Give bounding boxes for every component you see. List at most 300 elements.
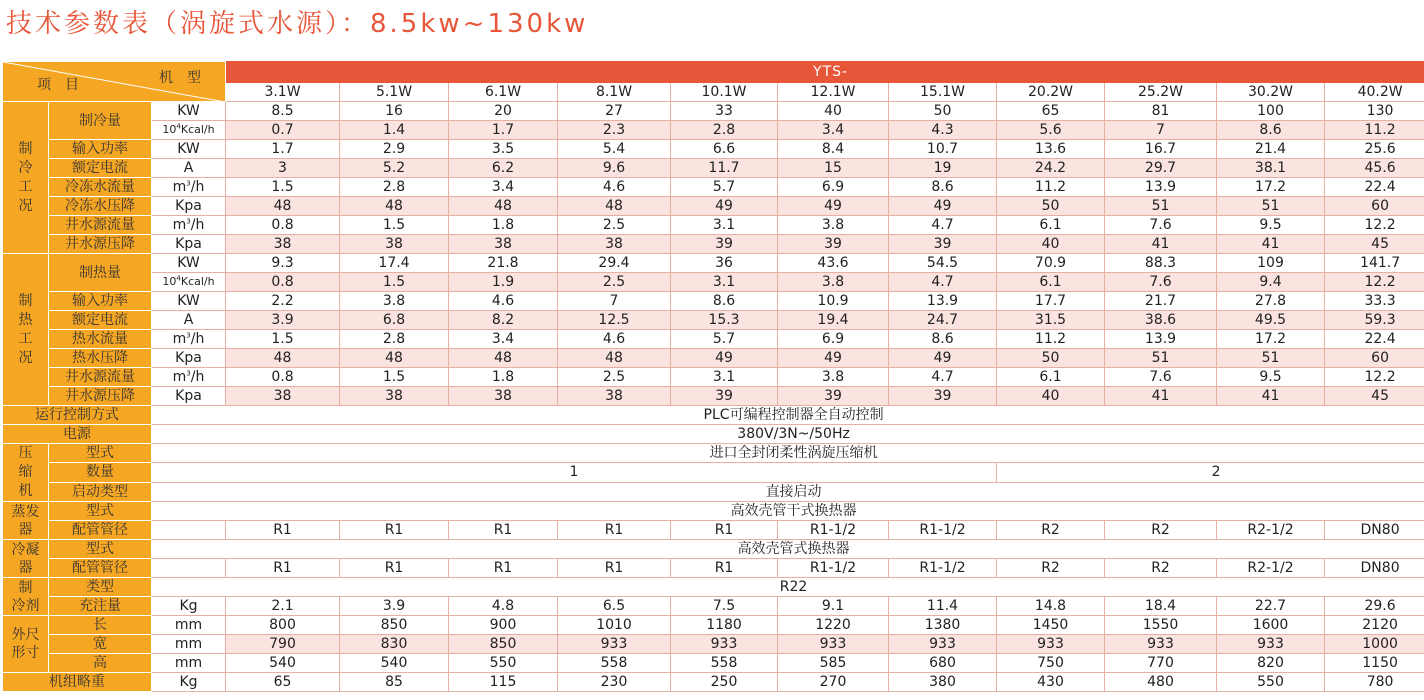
unit-cell: Kg <box>152 597 226 616</box>
value-cell: 16 <box>340 102 449 121</box>
value-cell: 24.2 <box>997 159 1105 178</box>
value-cell: 12.2 <box>1325 273 1424 292</box>
row-label: 配管管径 <box>49 559 152 578</box>
value-cell: 65 <box>997 102 1105 121</box>
value-cell: 41 <box>1105 235 1217 254</box>
value-cell: 49 <box>778 349 889 368</box>
value-cell: 933 <box>778 635 889 654</box>
value-cell: 17.2 <box>1217 330 1325 349</box>
unit-cell: Kg <box>152 673 226 692</box>
corner-top-label: 机 型 <box>159 70 202 86</box>
value-cell: 7 <box>1105 121 1217 140</box>
value-cell: 1150 <box>1325 654 1424 673</box>
value-cell: R1 <box>671 559 778 578</box>
model-header: 10.1W <box>671 83 778 102</box>
value-cell: 51 <box>1217 349 1325 368</box>
value-cell: 38 <box>449 235 558 254</box>
value-span: 380V/3N~/50Hz <box>152 425 1424 444</box>
row-label: 额定电流 <box>49 311 152 330</box>
value-span: 进口全封闭柔性涡旋压缩机 <box>152 444 1424 463</box>
value-cell: 50 <box>997 349 1105 368</box>
table-row <box>3 216 1424 235</box>
value-cell: 48 <box>226 349 340 368</box>
model-header: 25.2W <box>1105 83 1217 102</box>
value-cell: 38 <box>558 387 671 406</box>
value-cell: 4.7 <box>889 273 997 292</box>
value-cell: 480 <box>1105 673 1217 692</box>
value-cell: 4.6 <box>558 178 671 197</box>
value-cell: 7.6 <box>1105 216 1217 235</box>
unit-cell: KW <box>152 102 226 121</box>
value-cell: 3.8 <box>340 292 449 311</box>
value-cell: 11.2 <box>997 330 1105 349</box>
value-cell: 6.9 <box>778 330 889 349</box>
value-cell: 540 <box>340 654 449 673</box>
row-label: 机组略重 <box>3 673 152 692</box>
value-cell: 5.7 <box>671 330 778 349</box>
row-label: 输入功率 <box>49 292 152 311</box>
value-cell: 39 <box>889 387 997 406</box>
value-cell: 750 <box>997 654 1105 673</box>
value-cell: 1550 <box>1105 616 1217 635</box>
value-cell: 11.2 <box>997 178 1105 197</box>
value-cell: 51 <box>1105 349 1217 368</box>
value-span: PLC可编程控制器全自动控制 <box>152 406 1424 425</box>
value-cell: 270 <box>778 673 889 692</box>
value-cell: R1 <box>340 559 449 578</box>
value-cell: 6.8 <box>340 311 449 330</box>
value-cell: 38 <box>558 235 671 254</box>
value-span: R22 <box>152 578 1424 597</box>
value-cell: 2.8 <box>340 178 449 197</box>
value-cell: 933 <box>671 635 778 654</box>
value-cell: R1-1/2 <box>778 559 889 578</box>
value-cell: 3 <box>226 159 340 178</box>
table-row <box>3 387 1424 406</box>
value-cell: 21.7 <box>1105 292 1217 311</box>
unit-cell: $m^3/h$ <box>152 330 226 349</box>
value-cell: 230 <box>558 673 671 692</box>
value-cell: 100 <box>1217 102 1325 121</box>
value-cell: 4.8 <box>449 597 558 616</box>
row-label: 额定电流 <box>49 159 152 178</box>
row-label: 高 <box>49 654 152 673</box>
table-row <box>3 654 1424 673</box>
value-cell: 45.6 <box>1325 159 1424 178</box>
value-cell: 933 <box>997 635 1105 654</box>
value-cell: 1.7 <box>226 140 340 159</box>
value-cell: R1-1/2 <box>889 559 997 578</box>
value-cell: 6.1 <box>997 273 1105 292</box>
value-cell: 141.7 <box>1325 254 1424 273</box>
model-header: 30.2W <box>1217 83 1325 102</box>
row-label: 配管管径 <box>49 521 152 540</box>
value-cell: 6.1 <box>997 368 1105 387</box>
row-label: 井水源流量 <box>49 368 152 387</box>
value-cell: 8.6 <box>1217 121 1325 140</box>
value-cell: 81 <box>1105 102 1217 121</box>
value-cell: 1.8 <box>449 368 558 387</box>
value-cell: 31.5 <box>997 311 1105 330</box>
value-cell: 9.4 <box>1217 273 1325 292</box>
value-cell: 36 <box>671 254 778 273</box>
table-row <box>3 311 1424 330</box>
value-cell: 4.7 <box>889 368 997 387</box>
value-cell: 0.7 <box>226 121 340 140</box>
row-label: 类型 <box>49 578 152 597</box>
value-cell: 2.3 <box>558 121 671 140</box>
unit-cell: Kpa <box>152 235 226 254</box>
value-cell: 50 <box>889 102 997 121</box>
value-cell: 48 <box>226 197 340 216</box>
value-cell: 48 <box>558 197 671 216</box>
table-row <box>3 425 1424 444</box>
value-cell: 49 <box>671 349 778 368</box>
value-cell: 48 <box>558 349 671 368</box>
value-cell: 1600 <box>1217 616 1325 635</box>
value-cell: 22.4 <box>1325 178 1424 197</box>
value-cell: 18.4 <box>1105 597 1217 616</box>
value-cell: 48 <box>340 349 449 368</box>
value-cell: 17.7 <box>997 292 1105 311</box>
value-cell: 2.5 <box>558 273 671 292</box>
value-cell: 780 <box>1325 673 1424 692</box>
value-cell: 850 <box>449 635 558 654</box>
value-cell: 41 <box>1217 387 1325 406</box>
value-cell: 8.2 <box>449 311 558 330</box>
value-cell: R2-1/2 <box>1217 521 1325 540</box>
value-cell: 38 <box>226 235 340 254</box>
value-span: 2 <box>997 463 1424 482</box>
row-label: 数量 <box>49 463 152 482</box>
value-cell: 3.8 <box>778 368 889 387</box>
value-cell: 8.5 <box>226 102 340 121</box>
unit-cell: mm <box>152 654 226 673</box>
table-row <box>3 159 1424 178</box>
value-cell: 0.8 <box>226 368 340 387</box>
value-cell: 29.4 <box>558 254 671 273</box>
value-cell: 17.4 <box>340 254 449 273</box>
value-cell: 38.6 <box>1105 311 1217 330</box>
value-cell: 7.5 <box>671 597 778 616</box>
value-cell: 1.8 <box>449 216 558 235</box>
value-cell: 1000 <box>1325 635 1424 654</box>
value-cell: R2-1/2 <box>1217 559 1325 578</box>
value-cell: 41 <box>1217 235 1325 254</box>
value-cell: 15.3 <box>671 311 778 330</box>
value-cell: 11.4 <box>889 597 997 616</box>
group-compressor: 压 缩 机 <box>3 444 49 502</box>
value-cell: 40 <box>778 102 889 121</box>
table-row <box>3 235 1424 254</box>
value-cell: R1 <box>558 521 671 540</box>
value-cell: 21.4 <box>1217 140 1325 159</box>
value-cell: 2.9 <box>340 140 449 159</box>
group-refrigerant: 制 冷剂 <box>3 578 49 616</box>
value-cell: 933 <box>558 635 671 654</box>
value-cell: 12.2 <box>1325 216 1424 235</box>
value-span: 高效壳管式换热器 <box>152 540 1424 559</box>
value-cell: 5.4 <box>558 140 671 159</box>
value-cell: 3.8 <box>778 216 889 235</box>
row-label: 运行控制方式 <box>3 406 152 425</box>
series-banner: YTS- <box>226 62 1424 83</box>
value-span: 1 <box>152 463 997 482</box>
value-cell: 4.7 <box>889 216 997 235</box>
value-cell: 60 <box>1325 197 1424 216</box>
table-row <box>3 444 1424 463</box>
value-cell: 3.9 <box>226 311 340 330</box>
value-cell: 38 <box>340 387 449 406</box>
value-cell: 6.5 <box>558 597 671 616</box>
value-cell: 250 <box>671 673 778 692</box>
unit-cell: KW <box>152 254 226 273</box>
value-cell: 3.4 <box>778 121 889 140</box>
value-cell: 8.4 <box>778 140 889 159</box>
value-cell: 3.4 <box>449 178 558 197</box>
value-cell: 5.2 <box>340 159 449 178</box>
value-cell: 0.8 <box>226 273 340 292</box>
value-cell: 3.4 <box>449 330 558 349</box>
value-cell: 1180 <box>671 616 778 635</box>
value-cell: R1 <box>226 559 340 578</box>
value-cell: 550 <box>449 654 558 673</box>
table-row <box>3 635 1424 654</box>
value-cell: 115 <box>449 673 558 692</box>
value-cell: 6.9 <box>778 178 889 197</box>
row-label: 型式 <box>49 540 152 559</box>
value-cell: 29.6 <box>1325 597 1424 616</box>
value-cell: 43.6 <box>778 254 889 273</box>
table-row <box>3 292 1424 311</box>
model-header: 8.1W <box>558 83 671 102</box>
value-cell: 1.9 <box>449 273 558 292</box>
value-cell: 25.6 <box>1325 140 1424 159</box>
value-cell: 13.6 <box>997 140 1105 159</box>
value-cell: 19 <box>889 159 997 178</box>
unit-cell: $10^4Kcal/h$ <box>152 273 226 292</box>
value-cell: 85 <box>340 673 449 692</box>
value-cell: R1 <box>226 521 340 540</box>
value-cell: 770 <box>1105 654 1217 673</box>
value-cell: 1.5 <box>340 216 449 235</box>
unit-cell: Kpa <box>152 349 226 368</box>
value-cell: 380 <box>889 673 997 692</box>
value-cell: R2 <box>997 559 1105 578</box>
value-cell: 2120 <box>1325 616 1424 635</box>
value-cell: 22.4 <box>1325 330 1424 349</box>
value-cell: 21.8 <box>449 254 558 273</box>
row-label: 井水源压降 <box>49 387 152 406</box>
value-cell: 11.2 <box>1325 121 1424 140</box>
table-row <box>3 254 1424 273</box>
value-cell: 15 <box>778 159 889 178</box>
row-label: 型式 <box>49 502 152 521</box>
value-cell: 39 <box>671 235 778 254</box>
table-row <box>3 616 1424 635</box>
value-cell: 38 <box>449 387 558 406</box>
value-cell: 41 <box>1105 387 1217 406</box>
unit-cell: KW <box>152 140 226 159</box>
value-cell: 60 <box>1325 349 1424 368</box>
row-label: 启动类型 <box>49 482 152 501</box>
value-cell: 790 <box>226 635 340 654</box>
model-header: 5.1W <box>340 83 449 102</box>
value-cell: 1450 <box>997 616 1105 635</box>
unit-cell: $m^3/h$ <box>152 216 226 235</box>
value-cell: 850 <box>340 616 449 635</box>
unit-cell: A <box>152 311 226 330</box>
value-cell: 6.2 <box>449 159 558 178</box>
row-label: 制热量 <box>49 254 152 292</box>
value-cell: 29.7 <box>1105 159 1217 178</box>
table-row <box>3 121 1424 140</box>
row-label: 井水源压降 <box>49 235 152 254</box>
row-label: 冷冻水流量 <box>49 178 152 197</box>
row-label: 电源 <box>3 425 152 444</box>
value-cell: 1.5 <box>226 178 340 197</box>
value-span: 高效壳管干式换热器 <box>152 502 1424 521</box>
group-heating: 制 热 工 况 <box>3 254 49 406</box>
value-cell: 9.3 <box>226 254 340 273</box>
value-cell: 933 <box>1217 635 1325 654</box>
value-cell: 900 <box>449 616 558 635</box>
value-cell: 48 <box>449 197 558 216</box>
corner-bottom-label: 项 目 <box>37 77 79 93</box>
value-cell: 39 <box>778 387 889 406</box>
table-row <box>3 368 1424 387</box>
table-row <box>3 178 1424 197</box>
value-cell: 4.6 <box>558 330 671 349</box>
unit-cell <box>152 521 226 540</box>
value-cell: 2.1 <box>226 597 340 616</box>
value-cell: 830 <box>340 635 449 654</box>
value-cell: 22.7 <box>1217 597 1325 616</box>
value-cell: 50 <box>997 197 1105 216</box>
value-cell: 40 <box>997 387 1105 406</box>
header-corner <box>3 62 226 102</box>
value-cell: 4.3 <box>889 121 997 140</box>
table-row <box>3 559 1424 578</box>
table-row <box>3 597 1424 616</box>
value-cell: 8.6 <box>889 178 997 197</box>
spec-table <box>2 61 1424 692</box>
value-cell: 13.9 <box>1105 178 1217 197</box>
value-cell: 49 <box>889 197 997 216</box>
value-cell: 540 <box>226 654 340 673</box>
row-label: 井水源流量 <box>49 216 152 235</box>
value-cell: R1 <box>449 559 558 578</box>
value-cell: 3.1 <box>671 273 778 292</box>
spec-table-body <box>3 62 1424 692</box>
value-cell: 14.8 <box>997 597 1105 616</box>
value-cell: 13.9 <box>889 292 997 311</box>
value-cell: 933 <box>1105 635 1217 654</box>
value-cell: 33.3 <box>1325 292 1424 311</box>
row-label: 热水压降 <box>49 349 152 368</box>
value-cell: 49 <box>671 197 778 216</box>
table-row <box>3 140 1424 159</box>
page-title: 技术参数表（涡旋式水源）：8.5kw~130kw <box>6 9 589 39</box>
table-row <box>3 482 1424 501</box>
value-cell: 70.9 <box>997 254 1105 273</box>
value-cell: 9.6 <box>558 159 671 178</box>
value-cell: 1.5 <box>226 330 340 349</box>
value-cell: 48 <box>340 197 449 216</box>
value-cell: 49.5 <box>1217 311 1325 330</box>
value-cell: 20 <box>449 102 558 121</box>
value-cell: 39 <box>671 387 778 406</box>
model-header: 40.2W <box>1325 83 1424 102</box>
value-cell: 45 <box>1325 387 1424 406</box>
value-cell: 7 <box>558 292 671 311</box>
value-cell: 38 <box>226 387 340 406</box>
group-evaporator: 蒸发 器 <box>3 502 49 540</box>
row-label: 充注量 <box>49 597 152 616</box>
value-cell: 1.5 <box>340 368 449 387</box>
value-cell: 48 <box>449 349 558 368</box>
value-cell: 1.7 <box>449 121 558 140</box>
value-cell: 38.1 <box>1217 159 1325 178</box>
value-cell: 9.1 <box>778 597 889 616</box>
value-cell: 800 <box>226 616 340 635</box>
value-cell: 7.6 <box>1105 368 1217 387</box>
table-row <box>3 502 1424 521</box>
value-cell: 39 <box>778 235 889 254</box>
value-cell: 51 <box>1217 197 1325 216</box>
unit-cell: $m^3/h$ <box>152 368 226 387</box>
value-cell: 1.4 <box>340 121 449 140</box>
value-cell: R1 <box>449 521 558 540</box>
table-row <box>3 521 1424 540</box>
table-row <box>3 197 1424 216</box>
value-cell: 1380 <box>889 616 997 635</box>
value-cell: 7.6 <box>1105 273 1217 292</box>
value-cell: 49 <box>778 197 889 216</box>
value-cell: 2.5 <box>558 216 671 235</box>
value-cell: 51 <box>1105 197 1217 216</box>
value-cell: 933 <box>889 635 997 654</box>
unit-cell: $m^3/h$ <box>152 178 226 197</box>
value-cell: 59.3 <box>1325 311 1424 330</box>
value-cell: 6.6 <box>671 140 778 159</box>
model-header: 20.2W <box>997 83 1105 102</box>
value-cell: 8.6 <box>671 292 778 311</box>
value-cell: 2.2 <box>226 292 340 311</box>
value-cell: 10.7 <box>889 140 997 159</box>
value-cell: R2 <box>997 521 1105 540</box>
model-header: 12.1W <box>778 83 889 102</box>
value-cell: 13.9 <box>1105 330 1217 349</box>
value-cell: 585 <box>778 654 889 673</box>
value-cell: 38 <box>340 235 449 254</box>
unit-cell: mm <box>152 635 226 654</box>
value-cell: 680 <box>889 654 997 673</box>
value-cell: 558 <box>671 654 778 673</box>
value-cell: 5.7 <box>671 178 778 197</box>
value-cell: 27 <box>558 102 671 121</box>
value-cell: 12.5 <box>558 311 671 330</box>
model-header: 3.1W <box>226 83 340 102</box>
table-row <box>3 406 1424 425</box>
value-cell: 1220 <box>778 616 889 635</box>
group-dimensions: 外尺 形寸 <box>3 616 49 673</box>
table-row <box>3 540 1424 559</box>
value-cell: 49 <box>889 349 997 368</box>
row-label: 型式 <box>49 444 152 463</box>
value-cell: 6.1 <box>997 216 1105 235</box>
value-cell: 24.7 <box>889 311 997 330</box>
